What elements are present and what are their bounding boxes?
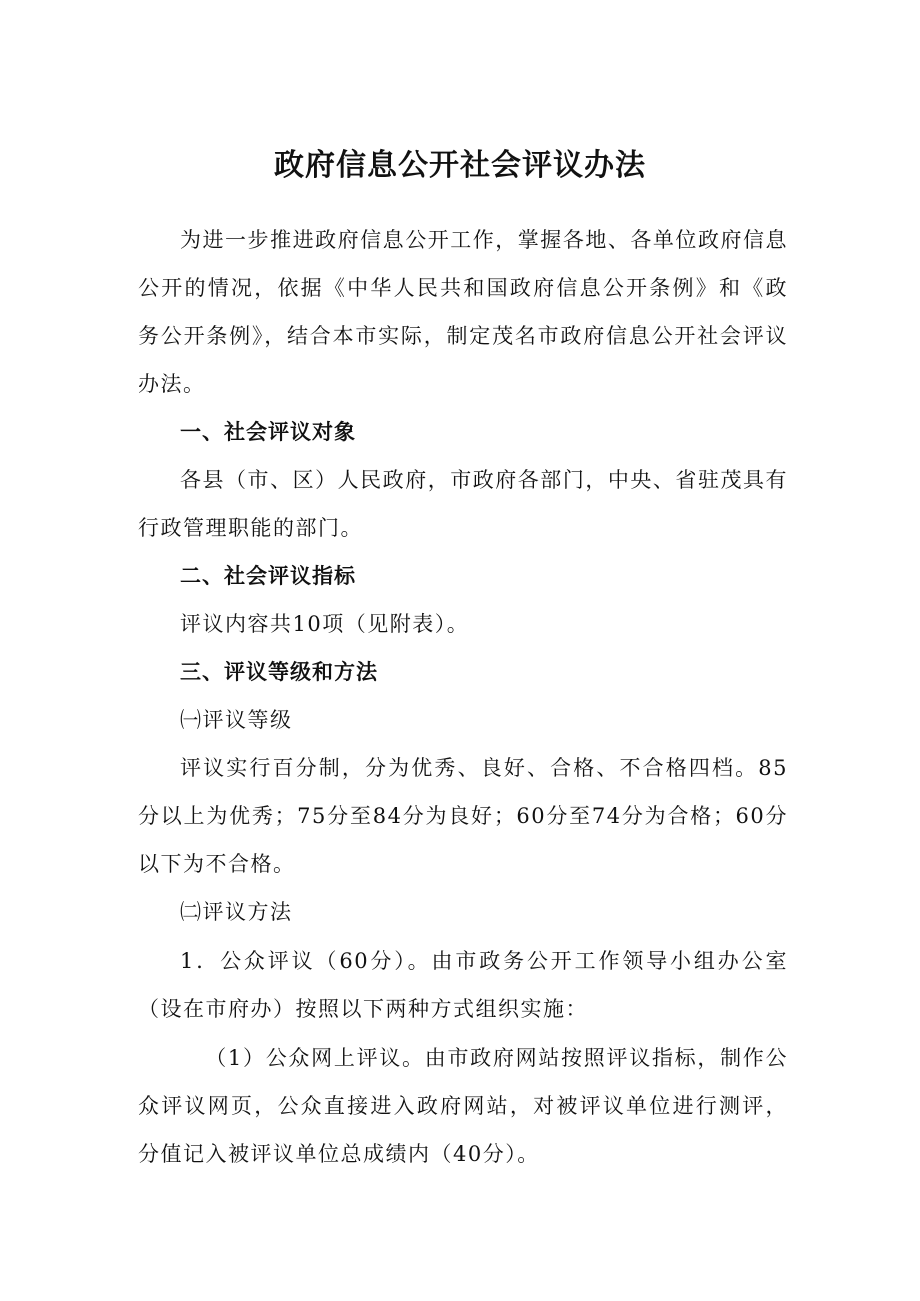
sub1-heading: ㈠评议等级 [180, 708, 293, 732]
section3-heading: 三、评议等级和方法 [180, 660, 378, 684]
intro-paragraph: 为进一步推进政府信息公开工作，掌握各地、各单位政府信息公开的情况，依据《中华人民共和国政府信息公开条例》和《政务公开条例》，结合本市实际，制定茂名市政府信息公开社会评议办法。 [138, 228, 788, 396]
sub2-heading: ㈡评议方法 [180, 900, 293, 924]
section1-body: 各县（市、区）人民政府，市政府各部门，中央、省驻茂具有行政管理职能的部门。 [138, 468, 788, 540]
section2-heading: 二、社会评议指标 [180, 564, 356, 588]
item1-1-paragraph: （1）公众网上评议。由市政府网站按照评议指标，制作公众评议网页，公众直接进入政府网站，对被评议单位进行测评，分值记入被评议单位总成绩内（40分）。 [138, 1046, 788, 1166]
item1-paragraph: 1．公众评议（60分）。由市政务公开工作领导小组办公室（设在市府办）按照以下两种方式组织实施： [138, 949, 788, 1021]
document-title: 政府信息公开社会评议办法 [274, 148, 646, 183]
sub1-body: 评议实行百分制，分为优秀、良好、合格、不合格四档。85分以上为优秀；75分至84分为良好；60分至74分为合格；60分以下为不合格。 [138, 756, 788, 876]
section2-body: 评议内容共10项（见附表）。 [180, 612, 470, 636]
section1-heading: 一、社会评议对象 [180, 420, 356, 444]
